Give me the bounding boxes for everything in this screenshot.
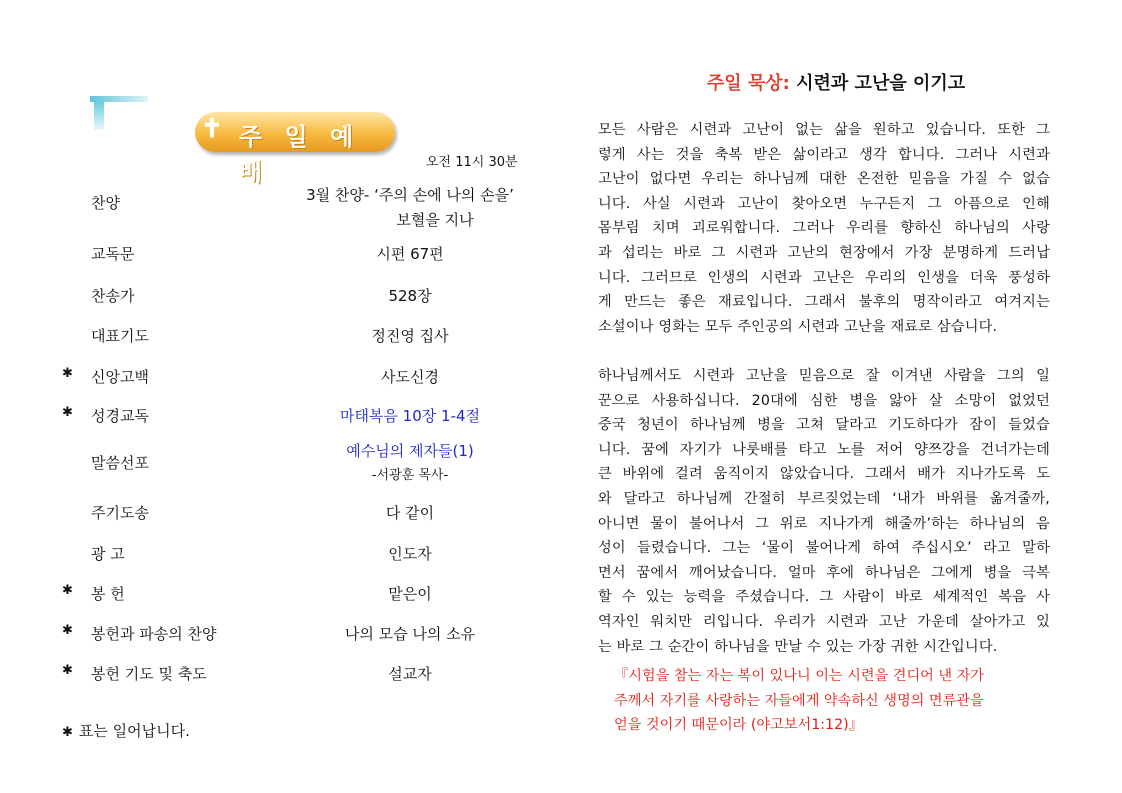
order-row: [62, 285, 492, 305]
order-row: [62, 366, 492, 386]
order-value: [280, 184, 540, 230]
text-line: 『시험을 참는 자는 복이 있나니 이는 시련을 견디어 낸 자가: [614, 668, 984, 684]
order-value-text: 정진영 집사: [371, 327, 449, 345]
text-line: 하나님께서도 시련과 고난을 믿음으로 잘 이겨낸 사람을 그의 일: [598, 368, 1050, 384]
order-value-text: 마태복음 10장 1-4절: [339, 407, 481, 425]
order-row: [62, 442, 492, 483]
text-line: 모든 사람은 시련과 고난이 없는 삶을 원하고 있습니다. 또한 그: [598, 122, 1050, 138]
scripture-quote: [614, 664, 1054, 738]
order-value-text: 3월 찬양- ‘주의 손에 나의 손을’: [306, 186, 514, 204]
order-row: [62, 186, 514, 229]
order-item: 봉헌 기도 및 축도: [91, 665, 207, 683]
meditation-title-lead: 주일 묵상:: [706, 73, 790, 94]
text-line: 는 바로 그 순간이 하나님을 만날 수 있는 가장 귀한 시간입니다.: [598, 638, 998, 655]
order-item: 봉헌과 파송의 찬양: [91, 625, 217, 643]
order-value: [310, 663, 510, 684]
text-line: 소설이나 영화는 모두 주인공의 시련과 고난을 재료로 삼습니다.: [598, 318, 998, 335]
order-value-subtext: 보혈을 지나: [396, 211, 474, 229]
text-line: 렇게 사는 것을 축복 받은 삶이라고 생각 합니다. 그러나 시련과: [598, 146, 1050, 163]
order-value-text: 설교자: [388, 665, 432, 683]
order-row: [62, 405, 492, 425]
star-icon: ✱: [62, 405, 73, 420]
order-value-text: 다 같이: [385, 504, 435, 522]
text-line: 고난이 없다면 우리는 하나님께 대한 온전한 믿음을 가질 수 없습: [598, 171, 1050, 188]
text-line: 꾼으로 사용하십니다. 20대에 심한 병을 앓아 살 소망이 없었던: [598, 392, 1050, 409]
order-row: [62, 243, 492, 263]
order-row: [62, 623, 492, 643]
order-value: [310, 583, 510, 604]
order-value: [310, 285, 510, 306]
text-line: 니다. 꿈에 자기가 나룻배를 타고 노를 저어 양쯔강을 건너가는데: [598, 441, 1050, 458]
order-value-text: 맡은이: [388, 585, 432, 603]
text-line: 할 수 있는 능력을 주셨습니다. 그 사람이 바로 세계적인 복음 사: [598, 589, 1050, 606]
star-icon: ✱: [62, 663, 73, 678]
text-line: 중국 청년이 하나님께 병을 고쳐 달라고 기도하다가 잠이 들었습: [598, 417, 1050, 434]
corner-decoration: [90, 96, 148, 130]
order-item: 성경교독: [91, 407, 149, 425]
meditation-title-rest: 시련과 고난을 이기고: [789, 73, 966, 94]
text-line: 니다. 그러므로 인생의 시련과 고난은 우리의 인생을 더욱 풍성하: [598, 269, 1050, 286]
cross-icon: ✝: [201, 114, 223, 144]
text-line: 역자인 워치만 리입니다. 우리가 시련과 고난 가운데 살아가고 있: [598, 613, 1050, 630]
order-value: [310, 543, 510, 564]
order-value-subtext: -서광훈 목사-: [371, 468, 449, 483]
text-line: 아니면 물이 불어나서 그 위로 지나가게 해줄까’하는 하나님의 음: [598, 515, 1050, 532]
standing-note: [62, 720, 190, 741]
order-row: [62, 663, 492, 683]
text-line: 주께서 자기를 사랑하는 자들에게 약속하신 생명의 면류관을: [614, 692, 984, 709]
star-icon: ✱: [62, 725, 73, 740]
order-item: 말씀선포: [91, 454, 149, 472]
order-value-text: 사도신경: [381, 368, 439, 386]
decoration-stem: [94, 102, 104, 130]
text-line: 성이 들렸습니다. 그는 ‘물이 불어나게 하여 주십시오’ 라고 말하: [598, 540, 1050, 557]
order-value: [310, 440, 510, 483]
order-value-text: 나의 모습 나의 소유: [344, 625, 476, 643]
order-item: 광 고: [91, 545, 125, 563]
order-value: [310, 623, 510, 644]
order-item: 봉 헌: [91, 585, 125, 603]
meditation-title: [598, 69, 1074, 95]
order-row: [62, 325, 492, 345]
text-line: 큰 바위에 걸려 움직이지 않았습니다. 그래서 배가 지나가도록 도: [598, 466, 1050, 483]
order-value: [310, 325, 510, 346]
text-line: 과 섭리는 바로 그 시련과 고난의 현장에서 가장 분명하게 드러납: [598, 244, 1050, 261]
text-line: 와 달라고 하나님께 간절히 부르짖었는데 ‘내가 바위를 옮겨줄까,: [598, 490, 1050, 507]
order-value-text: 인도자: [388, 545, 432, 563]
star-icon: ✱: [62, 583, 73, 598]
order-value-text: 시편 67편: [376, 245, 444, 263]
text-line: 니다. 사실 시련과 고난이 찾아오면 누구든지 그 아픔으로 인해: [598, 195, 1050, 212]
text-line: 게 만드는 좋은 재료입니다. 그래서 불후의 명작이라고 여겨지는: [598, 294, 1050, 311]
order-value-text: 528장: [388, 287, 432, 305]
order-row: [62, 502, 492, 522]
star-icon: ✱: [62, 623, 73, 638]
order-row: [62, 543, 492, 563]
meditation-paragraph-2: [598, 364, 1050, 659]
worship-title: 주 일 예 배: [239, 123, 361, 186]
meditation-paragraph-1: [598, 118, 1050, 339]
order-item: 신앙고백: [91, 368, 149, 386]
order-value: [310, 405, 510, 426]
order-value-text: 예수님의 제자들(1): [346, 442, 474, 460]
order-item: 교독문: [91, 245, 135, 263]
service-time: 오전 11시 30분: [426, 155, 518, 170]
text-line: 면서 꿈에서 깨어났습니다. 얼마 후에 하나님은 그에게 병을 극복: [598, 564, 1050, 581]
text-line: 얻을 것이기 때문이라 (야고보서1:12)』: [614, 717, 863, 734]
order-item: 대표기도: [91, 327, 149, 345]
standing-note-text: 표는 일어납니다.: [78, 722, 190, 740]
order-item: 주기도송: [91, 504, 149, 522]
worship-title-banner: [195, 112, 395, 186]
star-icon: ✱: [62, 366, 73, 381]
order-value: [310, 366, 510, 387]
order-value: [310, 243, 510, 264]
order-row: [62, 583, 492, 603]
order-item: 찬양: [91, 194, 120, 212]
text-line: 몸부림 치며 괴로워합니다. 그러나 우리를 향하신 하나님의 사랑: [598, 220, 1050, 237]
order-item: 찬송가: [91, 287, 135, 305]
order-value: [310, 502, 510, 523]
